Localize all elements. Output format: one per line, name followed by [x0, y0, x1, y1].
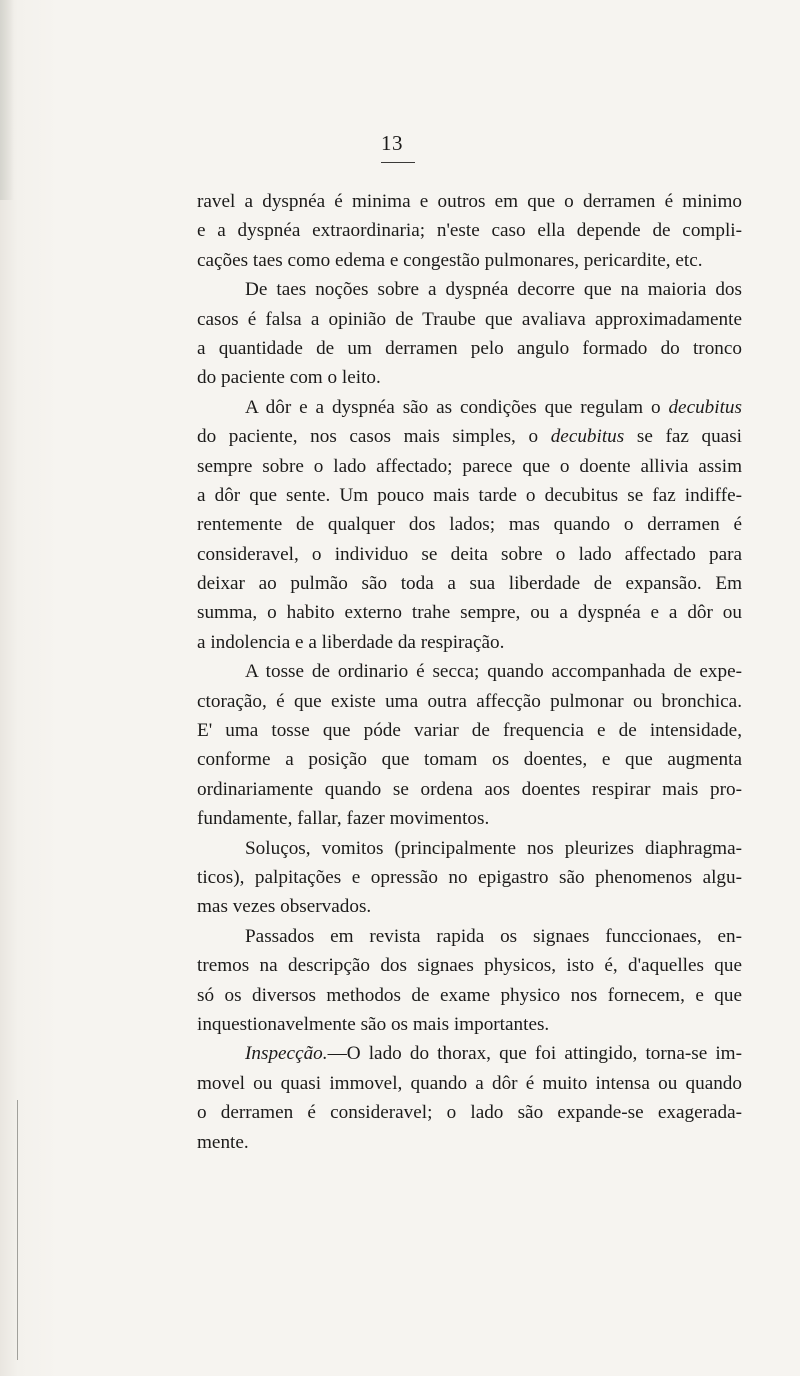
text-line: a quantidade de um derramen pelo angulo formado do tronco — [197, 337, 742, 359]
text-line: tremos na descripção dos signaes physicos, isto é, d'aquelles que — [197, 955, 742, 977]
page-edge-shadow — [0, 0, 14, 200]
body-text — [197, 187, 742, 1157]
text-line: ravel a dyspnéa é minima e outros em que o derramen é minimo — [197, 191, 742, 212]
italic-term-decubitus: decubitus — [668, 396, 742, 418]
text-line: ordinariamente quando se ordena aos doentes respirar mais pro- — [197, 778, 742, 800]
text-line: ticos), palpitações e opressão no epigastro são phenomenos algu- — [197, 866, 742, 888]
text-line: e a dyspnéa extraordinaria; n'este caso ella depende de compli- — [197, 220, 742, 242]
text-line: Passados em revista rapida os signaes funccionaes, en- — [245, 925, 742, 947]
italic-term-decubitus: decubitus — [550, 426, 625, 448]
text-line: fundamente, fallar, fazer movimentos. — [197, 808, 490, 830]
text-line: A tosse de ordinario é secca; quando accompanhada de expe- — [245, 661, 742, 683]
text-line-with-italic — [197, 422, 742, 451]
text-line: a indolencia e a liberdade da respiração. — [197, 631, 505, 653]
margin-rule — [17, 1100, 18, 1360]
page-number-underline — [381, 162, 415, 163]
text-line: sempre sobre o lado affectado; parece que o doente allivia assim — [197, 455, 742, 477]
text-line: o derramen é consideravel; o lado são expande-se exagerada- — [197, 1102, 742, 1124]
text-line: inquestionavelmente são os mais importantes. — [197, 1013, 550, 1035]
text-line: a dôr que sente. Um pouco mais tarde o decubitus se faz indiffe- — [197, 484, 742, 506]
text-line: rentemente de qualquer dos lados; mas quando o derramen é — [197, 514, 742, 536]
text-line: mas vezes observados. — [197, 896, 372, 918]
text-line: consideravel, o individuo se deita sobre o lado affectado para — [197, 543, 742, 565]
text-line: summa, o habito externo trahe sempre, ou a dyspnéa e a dôr ou — [197, 602, 742, 624]
text-line: E' uma tosse que póde variar de frequencia e de intensidade, — [197, 720, 742, 742]
text-line: do paciente com o leito. — [197, 367, 381, 389]
text-line: casos é falsa a opinião de Traube que avaliava approximadamente — [197, 308, 742, 330]
text-line: deixar ao pulmão são toda a sua liberdade de expansão. Em — [197, 573, 742, 595]
text-fragment: se faz quasi — [636, 426, 743, 448]
text-line: ctoração, é que existe uma outra affecção pulmonar ou bronchica. — [197, 690, 742, 712]
text-line: movel ou quasi immovel, quando a dôr é muito intensa ou quando — [197, 1072, 742, 1094]
text-line-with-italic — [197, 1039, 742, 1068]
text-fragment: A dôr e a dyspnéa são as condições que regulam o — [245, 396, 661, 418]
text-line: conforme a posição que tomam os doentes, e que augmenta — [197, 749, 742, 771]
text-line: cações taes como edema e congestão pulmonares, pericardite, etc. — [197, 249, 703, 271]
text-fragment: —O lado do thorax, que foi attingido, torna-se im- — [327, 1043, 742, 1065]
text-line-with-italic — [197, 393, 742, 422]
italic-heading-inspeccao: Inspecção. — [245, 1043, 328, 1065]
text-fragment: do paciente, nos casos mais simples, o — [197, 426, 539, 448]
text-line: De taes noções sobre a dyspnéa decorre que na maioria dos — [245, 279, 742, 301]
text-line: só os diversos methodos de exame physico nos fornecem, e que — [197, 984, 742, 1006]
page-number: 13 — [381, 131, 403, 155]
text-line: Soluços, vomitos (principalmente nos pleurizes diaphragma- — [245, 837, 742, 859]
text-line: mente. — [197, 1131, 249, 1153]
